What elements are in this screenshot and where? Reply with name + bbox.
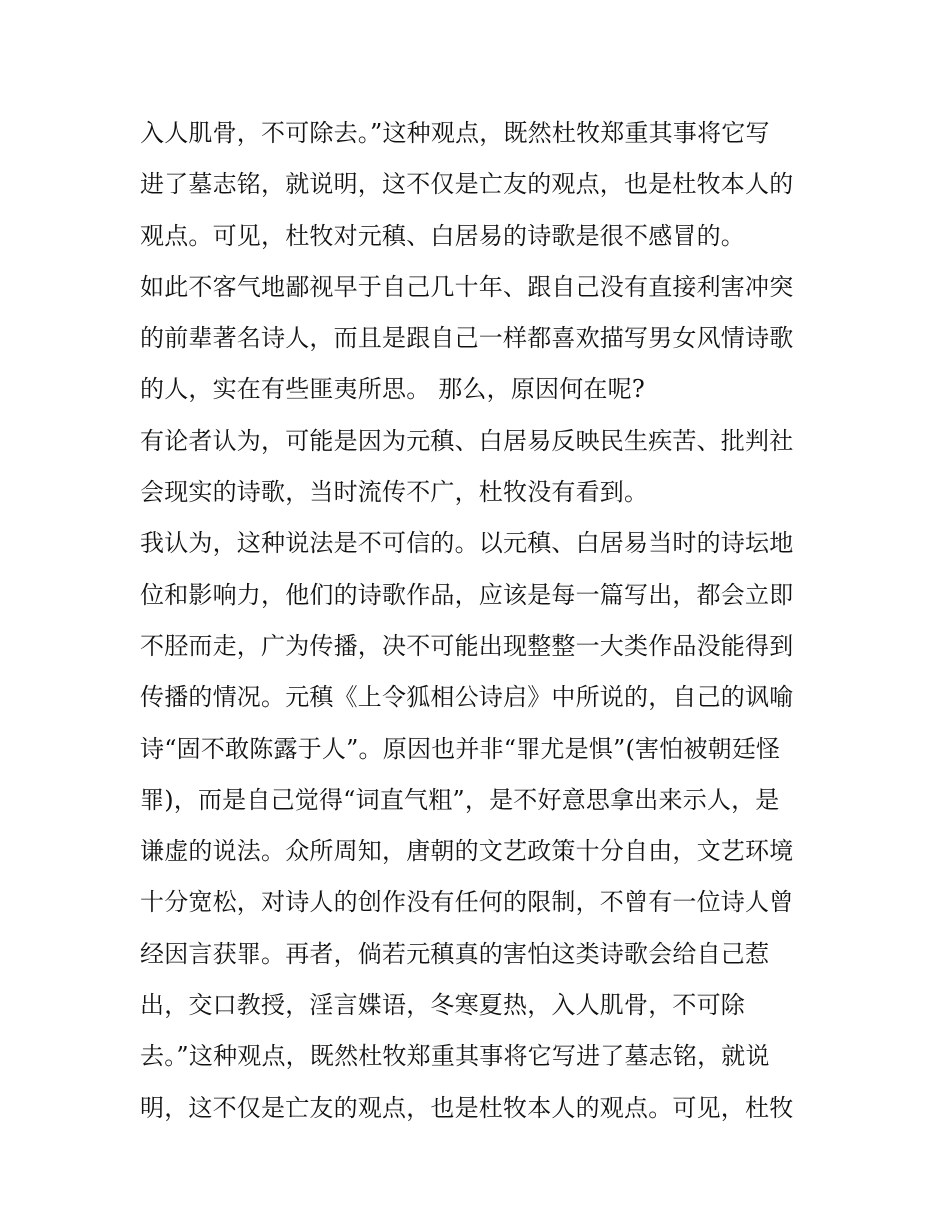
text-line-5: 的前辈著名诗人，而且是跟自己一样都喜欢描写男女风情诗歌 xyxy=(140,324,794,353)
text-line-9: 我认为，这种说法是不可信的。以元稹、白居易当时的诗坛地 xyxy=(140,529,794,558)
text-line-19: 去。”这种观点，既然杜牧郑重其事将它写进了墓志铭，就说 xyxy=(140,1042,770,1071)
text-line-6: 的人，实在有些匪夷所思。 那么，原因何在呢? xyxy=(140,375,645,404)
text-line-3: 观点。可见，杜牧对元稹、白居易的诗歌是很不感冒的。 xyxy=(140,221,745,250)
text-line-7: 有论者认为，可能是因为元稹、白居易反映民生疾苦、批判社 xyxy=(140,426,794,455)
text-line-13: 诗“固不敢陈露于人”。原因也并非“罪尤是惧”(害怕被朝廷怪 xyxy=(140,734,781,763)
text-line-11: 不胫而走，广为传播，决不可能出现整整一大类作品没能得到 xyxy=(140,631,794,660)
text-line-18: 出，交口教授，淫言媟语，冬寒夏热，入人肌骨，不可除 xyxy=(140,991,745,1020)
text-line-16: 十分宽松，对诗人的创作没有任何的限制，不曾有一位诗人曾 xyxy=(140,888,794,917)
text-line-2: 进了墓志铭，就说明，这不仅是亡友的观点，也是杜牧本人的 xyxy=(140,170,794,199)
text-line-14: 罪)，而是自己觉得“词直气粗”，是不好意思拿出来示人，是 xyxy=(140,785,780,814)
body-text xyxy=(140,108,820,1134)
text-line-10: 位和影响力，他们的诗歌作品，应该是每一篇写出，都会立即 xyxy=(140,580,794,609)
text-line-20: 明，这不仅是亡友的观点，也是杜牧本人的观点。可见，杜牧 xyxy=(140,1093,794,1122)
text-line-1: 入人肌骨，不可除去。”这种观点，既然杜牧郑重其事将它写 xyxy=(140,119,770,147)
text-line-17: 经因言获罪。再者，倘若元稹真的害怕这类诗歌会给自己惹 xyxy=(140,939,770,968)
text-line-12: 传播的情况。元稹《上令狐相公诗启》中所说的，自己的讽喻 xyxy=(140,683,794,712)
text-line-4: 如此不客气地鄙视早于自己几十年、跟自己没有直接利害冲突 xyxy=(140,272,794,301)
text-line-15: 谦虚的说法。众所周知，唐朝的文艺政策十分自由，文艺环境 xyxy=(140,837,794,866)
text-line-8: 会现实的诗歌，当时流传不广，杜牧没有看到。 xyxy=(140,478,649,507)
